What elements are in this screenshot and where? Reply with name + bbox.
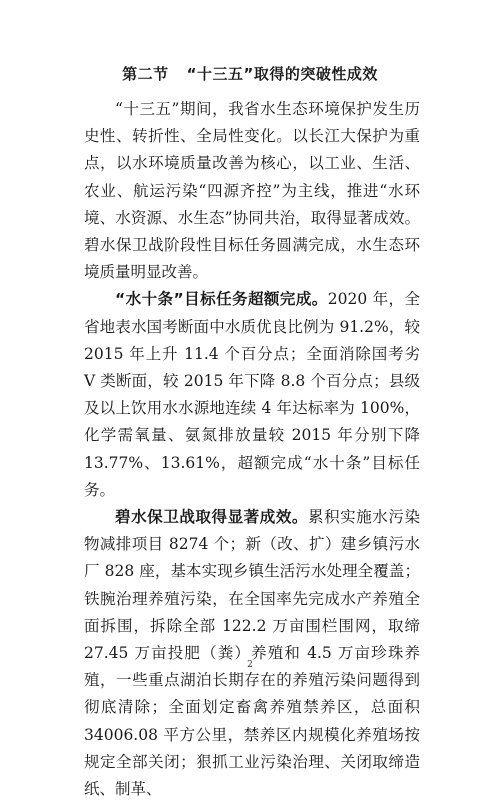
section-number: 第二节: [122, 65, 169, 83]
paragraph-overview: [84, 96, 420, 286]
paragraph-lead: 碧水保卫战取得显著成效。: [115, 508, 308, 527]
paragraph-lead: “水十条”目标任务超额完成。: [115, 290, 328, 309]
page-number: 2: [247, 660, 253, 670]
paragraph-clear-water: [84, 504, 420, 803]
section-heading: [0, 63, 500, 84]
section-title: “十三五”取得的突破性成效: [186, 65, 378, 83]
paragraph-water-ten: [84, 286, 420, 504]
body-text: [84, 96, 420, 803]
paragraph-text: 累积实施水污染物减排项目 8274 个；新（改、扩）建乡镇污水厂 828 座，基本实现乡镇生活污水处理全覆盖；铁腕治理养殖污染，在全国率先完成水产养殖全面拆围，拆除全部 122.2 万亩围栏围网，取缔 27.45 万亩投肥（粪）养殖和 4.5 万亩珍珠养殖，一些重点湖泊长期存在的养殖污染问题得到彻底清除；全面划定畜禽养殖禁养区，总面积 34006.08 平方公里，禁养区内规模化养殖场按规定全部关闭；狠抓工业污染治理、关闭取缔造纸、制革、: [84, 508, 420, 799]
paragraph-text: 2020 年，全省地表水国考断面中水质优良比例为 91.2%，较 2015 年上升 11.4 个百分点；全面消除国考劣 V 类断面，较 2015 年下降 8.8 个百分点；县级及以上饮用水水源地连续 4 年达标率为 100%，化学需氧量、氨氮排放量较 2015 年分别下降 13.77%、13.61%，超额完成“水十条”目标任务。: [84, 290, 421, 499]
paragraph-text: “十三五”期间，我省水生态环境保护发生历史性、转折性、全局性变化。以长江大保护为重点，以水环境质量改善为核心，以工业、生活、农业、航运污染“四源齐控”为主线，推进“水环境、水资源、水生态”协同共治，取得显著成效。碧水保卫战阶段性目标任务圆满完成，水生态环境质量明显改善。: [84, 100, 420, 282]
